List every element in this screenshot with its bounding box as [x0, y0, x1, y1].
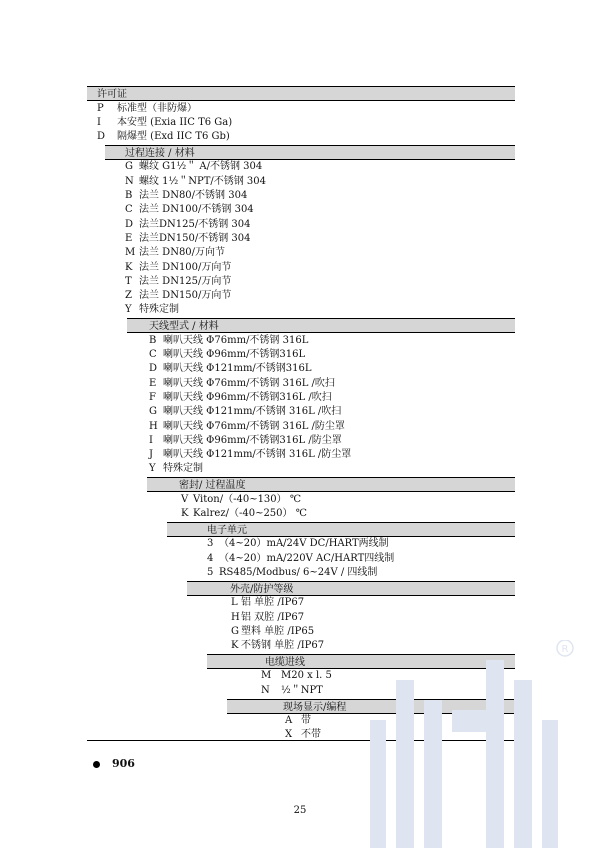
section-header-label: 电缆进线	[265, 656, 305, 668]
option-description: （4~20）mA/24V DC/HART两线制	[219, 538, 389, 550]
model-number: 906	[112, 757, 135, 770]
logo-watermark-icon	[370, 640, 580, 848]
option-description: 喇叭天线 Φ76mm/不锈钢 316L /防尘罩	[163, 420, 345, 432]
option-code: B	[125, 190, 133, 201]
option-code: Y	[125, 304, 132, 316]
option-code: X	[285, 729, 293, 741]
option-description: ½＂NPT	[281, 684, 323, 696]
option-code: 4	[207, 552, 214, 564]
option-code: M	[125, 247, 136, 259]
section-header-label: 外壳/防护等级	[230, 583, 294, 595]
option-code: Y	[149, 463, 156, 475]
option-code: F	[149, 391, 156, 403]
section-header	[105, 145, 515, 160]
option-description: 法兰DN125/不锈钢 304	[139, 218, 251, 230]
option-description: （4~20）mA/220V AC/HART四线制	[219, 552, 395, 564]
option-description: 标准型（非防爆）	[117, 102, 197, 114]
option-code: V	[181, 493, 189, 505]
option-description: Kalrez/（-40~250） ℃	[193, 508, 307, 519]
option-code: C	[149, 349, 157, 360]
svg-text:R: R	[561, 644, 569, 655]
option-description: 本安型 (Exia IIC T6 Ga)	[117, 116, 233, 128]
option-code: P	[97, 102, 104, 114]
section-header	[187, 581, 515, 596]
option-description: 法兰 DN80/不锈钢 304	[139, 190, 248, 201]
option-code: 3	[207, 538, 214, 550]
option-description: 喇叭天线 Φ121mm/不锈钢316L	[163, 363, 312, 375]
option-description: 法兰DN150/不锈钢 304	[139, 232, 251, 244]
option-description: 法兰 DN125/万向节	[139, 275, 232, 287]
option-description: 法兰 DN100/万向节	[139, 261, 232, 273]
option-code: K	[181, 508, 189, 519]
section-header	[87, 86, 515, 101]
option-description: RS485/Modbus/ 6~24V / 四线制	[219, 566, 378, 578]
option-code: C	[125, 204, 133, 216]
option-code: I	[97, 116, 101, 128]
option-description: 法兰 DN100/不锈钢 304	[139, 204, 254, 216]
section-header-label: 过程连接 / 材料	[125, 147, 195, 159]
option-code: N	[125, 175, 134, 187]
section-header-label: 电子单元	[207, 524, 247, 536]
option-description: 喇叭天线 Φ121mm/不锈钢 316L /吹扫	[163, 406, 342, 418]
option-code: Z	[125, 290, 132, 302]
option-code: B	[149, 334, 157, 346]
option-description: 隔爆型 (Exd IIC T6 Gb)	[117, 131, 230, 143]
option-description: 不带	[301, 729, 321, 741]
option-code: K	[125, 261, 133, 273]
option-description: 特殊定制	[139, 304, 179, 316]
option-code: T	[125, 275, 132, 287]
option-description: M20 x l. 5	[281, 670, 332, 682]
page-number: 25	[293, 805, 307, 816]
option-description: 塑料 单腔 /IP65	[241, 625, 315, 637]
option-description: 螺纹 G1½＂ A/不锈钢 304	[139, 161, 263, 173]
option-code: J	[149, 449, 154, 461]
option-description: 铝 双腔 /IP67	[241, 611, 305, 623]
option-description: 喇叭天线 Φ76mm/不锈钢 316L	[163, 334, 309, 346]
option-code: D	[97, 131, 106, 143]
option-code: E	[125, 232, 133, 244]
option-description: 不锈钢 单腔 /IP67	[241, 640, 325, 652]
option-code: D	[149, 363, 158, 375]
option-description: 特殊定制	[163, 463, 203, 475]
option-description: 喇叭天线 Φ96mm/不锈钢316L /防尘罩	[163, 434, 342, 446]
option-code: N	[261, 684, 270, 696]
option-description: 带	[301, 715, 311, 726]
option-code: G	[149, 406, 157, 418]
option-description: Viton/（-40~130） ℃	[193, 493, 302, 505]
option-description: 铝 单腔 /IP67	[241, 597, 305, 609]
section-header-label: 现场显示/编程	[283, 701, 347, 713]
option-description: 螺纹 1½＂NPT/不锈钢 304	[139, 175, 267, 187]
option-code: A	[285, 715, 293, 726]
option-code: E	[149, 377, 157, 389]
option-code: I	[149, 434, 153, 446]
option-description: 喇叭天线 Φ96mm/不锈钢316L	[163, 349, 306, 360]
section-header	[147, 477, 515, 492]
option-description: 法兰 DN80/万向节	[139, 247, 226, 259]
option-code: G	[125, 161, 133, 173]
option-code: G	[231, 625, 239, 637]
section-header-label: 天线型式 / 材料	[149, 321, 219, 333]
section-header-label: 许可证	[97, 89, 127, 100]
option-code: L	[231, 597, 238, 609]
option-code: K	[231, 640, 239, 652]
option-code: H	[231, 611, 240, 623]
option-description: 喇叭天线 Φ76mm/不锈钢 316L /吹扫	[163, 377, 335, 389]
option-description: 喇叭天线 Φ96mm/不锈钢316L /吹扫	[163, 391, 332, 403]
section-header	[127, 318, 515, 333]
option-code: H	[149, 420, 158, 432]
option-description: 喇叭天线 Φ121mm/不锈钢 316L /防尘罩	[163, 449, 352, 461]
option-code: 5	[207, 566, 214, 578]
option-description: 法兰 DN150/万向节	[139, 290, 232, 302]
option-code: M	[261, 670, 272, 682]
bullet-icon	[93, 761, 100, 768]
option-code: D	[125, 218, 134, 230]
section-header	[167, 522, 515, 537]
section-header-label: 密封/ 过程温度	[179, 480, 246, 492]
